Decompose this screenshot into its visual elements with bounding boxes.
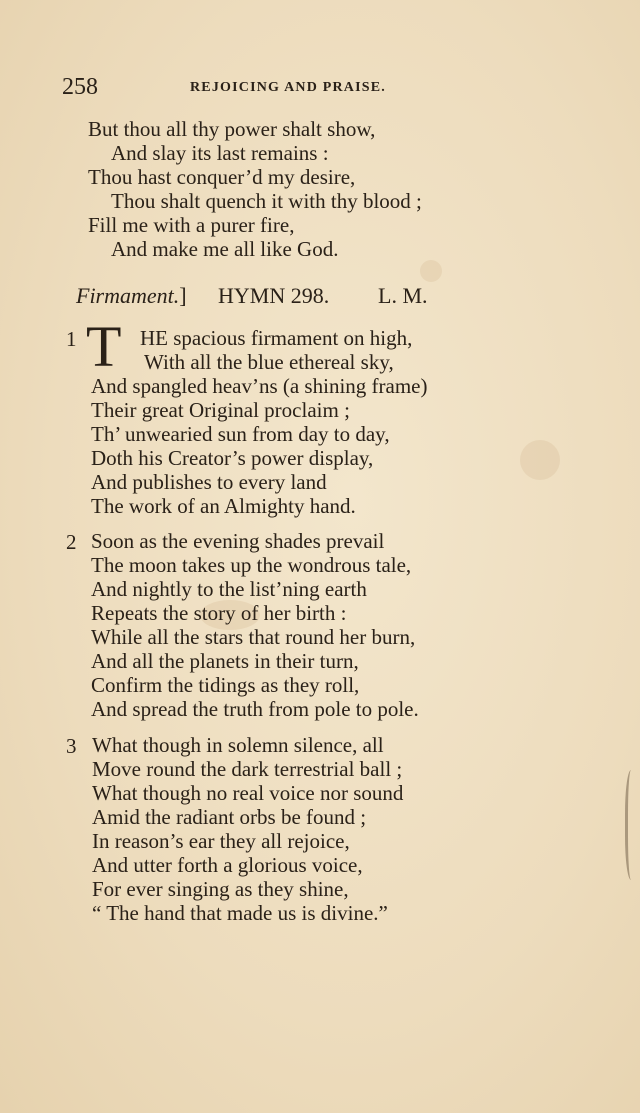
poem-line: And spread the truth from pole to pole.: [91, 697, 419, 721]
verse-number: 1: [66, 327, 77, 351]
poem-line: And publishes to every land: [91, 470, 327, 494]
poem-line: While all the stars that round her burn,: [91, 625, 416, 649]
poem-line: The moon takes up the wondrous tale,: [91, 553, 412, 577]
poem-line: Doth his Creator’s power display,: [91, 446, 374, 470]
verse-number: 3: [66, 734, 77, 758]
poem-line: For ever singing as they shine,: [92, 877, 349, 901]
tune-name: Firmament.]: [76, 283, 187, 308]
drop-cap: T: [86, 314, 122, 379]
poem-line: In reason’s ear they all rejoice,: [92, 829, 350, 853]
poem-line: “ The hand that made us is divine.”: [92, 901, 388, 925]
poem-line: HE spacious firmament on high,: [140, 326, 413, 350]
poem-line: Amid the radiant orbs be found ;: [92, 805, 367, 829]
poem-line: Their great Original proclaim ;: [91, 398, 350, 422]
page-number: 258: [62, 74, 98, 100]
hymn-meter: L. M.: [378, 283, 428, 308]
poem-line: The work of an Almighty hand.: [91, 494, 356, 518]
running-head-title: REJOICING AND PRAISE.: [190, 80, 386, 95]
running-head: [62, 74, 442, 104]
poem-line: What though no real voice nor sound: [92, 781, 404, 805]
poem-line: Fill me with a purer fire,: [88, 213, 295, 237]
poem-line: And make me all like God.: [111, 237, 339, 261]
poem-line: And spangled heav’ns (a shining frame): [91, 374, 428, 398]
page-edge-curl: [625, 770, 640, 880]
poem-line: Thou hast conquer’d my desire,: [88, 165, 356, 189]
poem-line: With all the blue ethereal sky,: [144, 350, 394, 374]
poem-line: And utter forth a glorious voice,: [92, 853, 363, 877]
poem-line: Move round the dark terrestrial ball ;: [92, 757, 403, 781]
poem-line: But thou all thy power shalt show,: [88, 117, 376, 141]
poem-line: And all the planets in their turn,: [91, 649, 359, 673]
poem-line: And nightly to the list’ning earth: [91, 577, 367, 601]
poem-line: What though in solemn silence, all: [92, 733, 384, 757]
poem-line: Th’ unwearied sun from day to day,: [91, 422, 390, 446]
hymn-heading: [76, 283, 496, 313]
poem-line: And slay its last remains :: [111, 141, 329, 165]
hymn-title: HYMN 298.: [218, 283, 330, 308]
verse-number: 2: [66, 530, 77, 554]
poem-line: Soon as the evening shades prevail: [91, 529, 385, 553]
poem-line: Thou shalt quench it with thy blood ;: [111, 189, 422, 213]
poem-line: Confirm the tidings as they roll,: [91, 673, 360, 697]
poem-line: Repeats the story of her birth :: [91, 601, 347, 625]
